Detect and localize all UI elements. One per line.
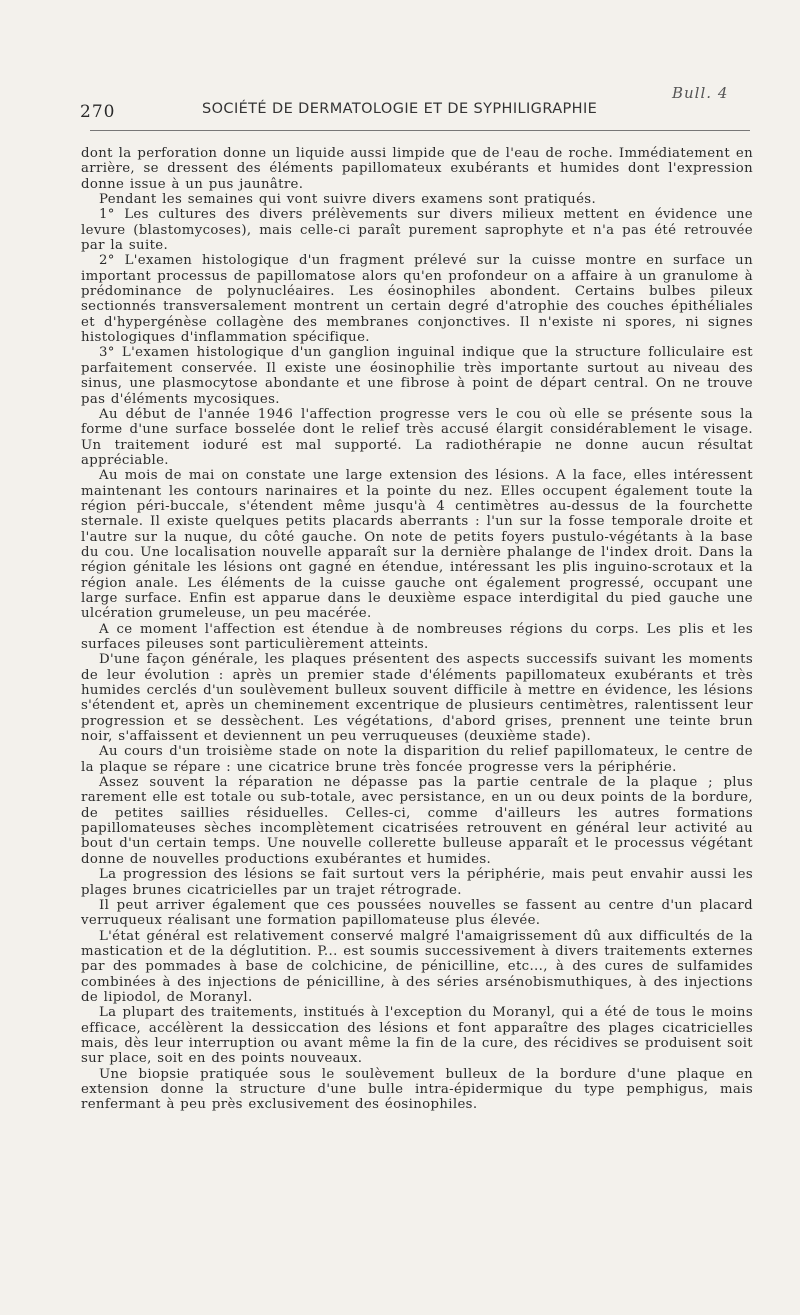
paragraph: Assez souvent la réparation ne dépasse pas la partie centrale de la plaque ; plus rarement elle est totale ou sub-totale, avec persistance, en un ou deux points de la bordure, de petites saillies résiduelles. Celles-ci, comme d'ailleurs les autres formations papillomateuses sèches incomplètement cicatrisées retrouvent en général leur activité au bout d'un certain temps. Une nouvelle collerette bulleuse apparaît et le processus végétant donne de nouvelles productions exubérantes et humides.: [81, 775, 753, 867]
paragraph: dont la perforation donne un liquide aussi limpide que de l'eau de roche. Immédiatement en arrière, se dressent des éléments papillomateux exubérants et humides dont l'expression donne issue à un pus jaunâtre.: [81, 146, 753, 192]
paragraph: 2° L'examen histologique d'un fragment prélevé sur la cuisse montre en surface un important processus de papillomatose alors qu'en profondeur on a affaire à un granulome à prédominance de polynucléaires. Les éosinophiles abondent. Certains bulbes pileux sectionnés transversalement montrent un certain degré d'atrophie des couches épithéliales et d'hypergénèse collagène des membranes conjonctives. Il n'existe ni spores, ni signes histologiques d'inflammation spécifique.: [81, 253, 753, 346]
paragraph: La plupart des traitements, institués à l'exception du Moranyl, qui a été de tous le moins efficace, accélèrent la dessiccation des lésions et font apparaître des plages cicatricielles mais, dès leur interruption ou avant même la fin de la cure, des récidives se produisent soit sur place, soit en des points nouveaux.: [81, 1005, 753, 1067]
paragraph: 3° L'examen histologique d'un ganglion inguinal indique que la structure folliculaire est parfaitement conservée. Il existe une éosinophilie très importante surtout au niveau des sinus, une plasmocytose abondante et une fibrose à point de départ central. On ne trouve pas d'éléments mycosiques.: [81, 345, 753, 407]
paragraph: A ce moment l'affection est étendue à de nombreuses régions du corps. Les plis et les surfaces pileuses sont particulièrement atteints.: [81, 621, 753, 652]
margin-annotation: Bull. 4: [672, 84, 729, 102]
paragraph: D'une façon générale, les plaques présentent des aspects successifs suivant les moments de leur évolution : après un premier stade d'éléments papillomateux exubérants et très humides cerclés d'un soulèvement bulleux souvent difficile à mettre en évidence, les lésions s'étendent et, après un cheminement excentrique de plusieurs centimètres, ralentissent leur progression et se dessèchent. Les végétations, d'abord grises, prennent une teinte brun noir, s'affaissent et deviennent un peu verruqueuses (deuxième stade).: [81, 652, 753, 745]
paragraph: L'état général est relativement conservé malgré l'amaigrissement dû aux difficultés de la mastication et de la déglutition. P... est soumis successivement à divers traitements externes par des pommades à base de colchicine, de pénicilline, etc..., à des cures de sulfamides combinées à des injections de pénicilline, à des séries arsénobismuthiques, à des injections de lipiodol, de Moranyl.: [81, 928, 753, 1005]
paragraph: Au début de l'année 1946 l'affection progresse vers le cou où elle se présente sous la forme d'une surface bosselée dont le relief très accusé élargit considérablement le visage. Un traitement ioduré est mal supporté. La radiothérapie ne donne aucun résultat appréciable.: [81, 406, 753, 468]
paragraph: Au mois de mai on constate une large extension des lésions. A la face, elles intéressent maintenant les contours narinaires et la pointe du nez. Elles occupent également toute la région péri-buccale, s'étendent même jusqu'à 4 centimètres au-dessus de la fourchette sternale. Il existe quelques petits placards aberrants : l'un sur la fosse temporale droite et l'autre sur la nuque, du côté gauche. On note de petits foyers pustulo-végétants à la base du cou. Une localisation nouvelle apparaît sur la dernière phalange de l'index droit. Dans la région génitale les lésions ont gagné en étendue, intéressant les plis inguino-scrotaux et la région anale. Les éléments de la cuisse gauche ont également progressé, occupant une large surface. Enfin est apparue dans le deuxième espace interdigital du pied gauche une ulcération grumeleuse, un peu macérée.: [81, 468, 753, 622]
header-rule: [90, 130, 750, 131]
body-text: [81, 146, 753, 1113]
page-header: [80, 98, 752, 124]
page-number: 270: [80, 102, 116, 122]
paragraph: La progression des lésions se fait surtout vers la périphérie, mais peut envahir aussi les plages brunes cicatricielles par un trajet rétrograde.: [81, 867, 753, 898]
paragraph: Une biopsie pratiquée sous le soulèvement bulleux de la bordure d'une plaque en extension donne la structure d'une bulle intra-épidermique du type pemphigus, mais renfermant à peu près exclusivement des éosinophiles.: [81, 1066, 753, 1113]
running-head: SOCIÉTÉ DE DERMATOLOGIE ET DE SYPHILIGRAPHIE: [202, 101, 598, 117]
paragraph: Pendant les semaines qui vont suivre divers examens sont pratiqués.: [99, 192, 597, 208]
paragraph: Au cours d'un troisième stade on note la disparition du relief papillomateux, le centre de la plaque se répare : une cicatrice brune très foncée progresse vers la périphérie.: [81, 744, 753, 775]
paragraph: 1° Les cultures des divers prélèvements sur divers milieux mettent en évidence une levure (blastomycoses), mais celle-ci paraît purement saprophyte et n'a pas été retrouvée par la suite.: [81, 207, 753, 254]
paragraph: Il peut arriver également que ces poussées nouvelles se fassent au centre d'un placard verruqueux réalisant une formation papillomateuse plus élevée.: [81, 897, 753, 929]
